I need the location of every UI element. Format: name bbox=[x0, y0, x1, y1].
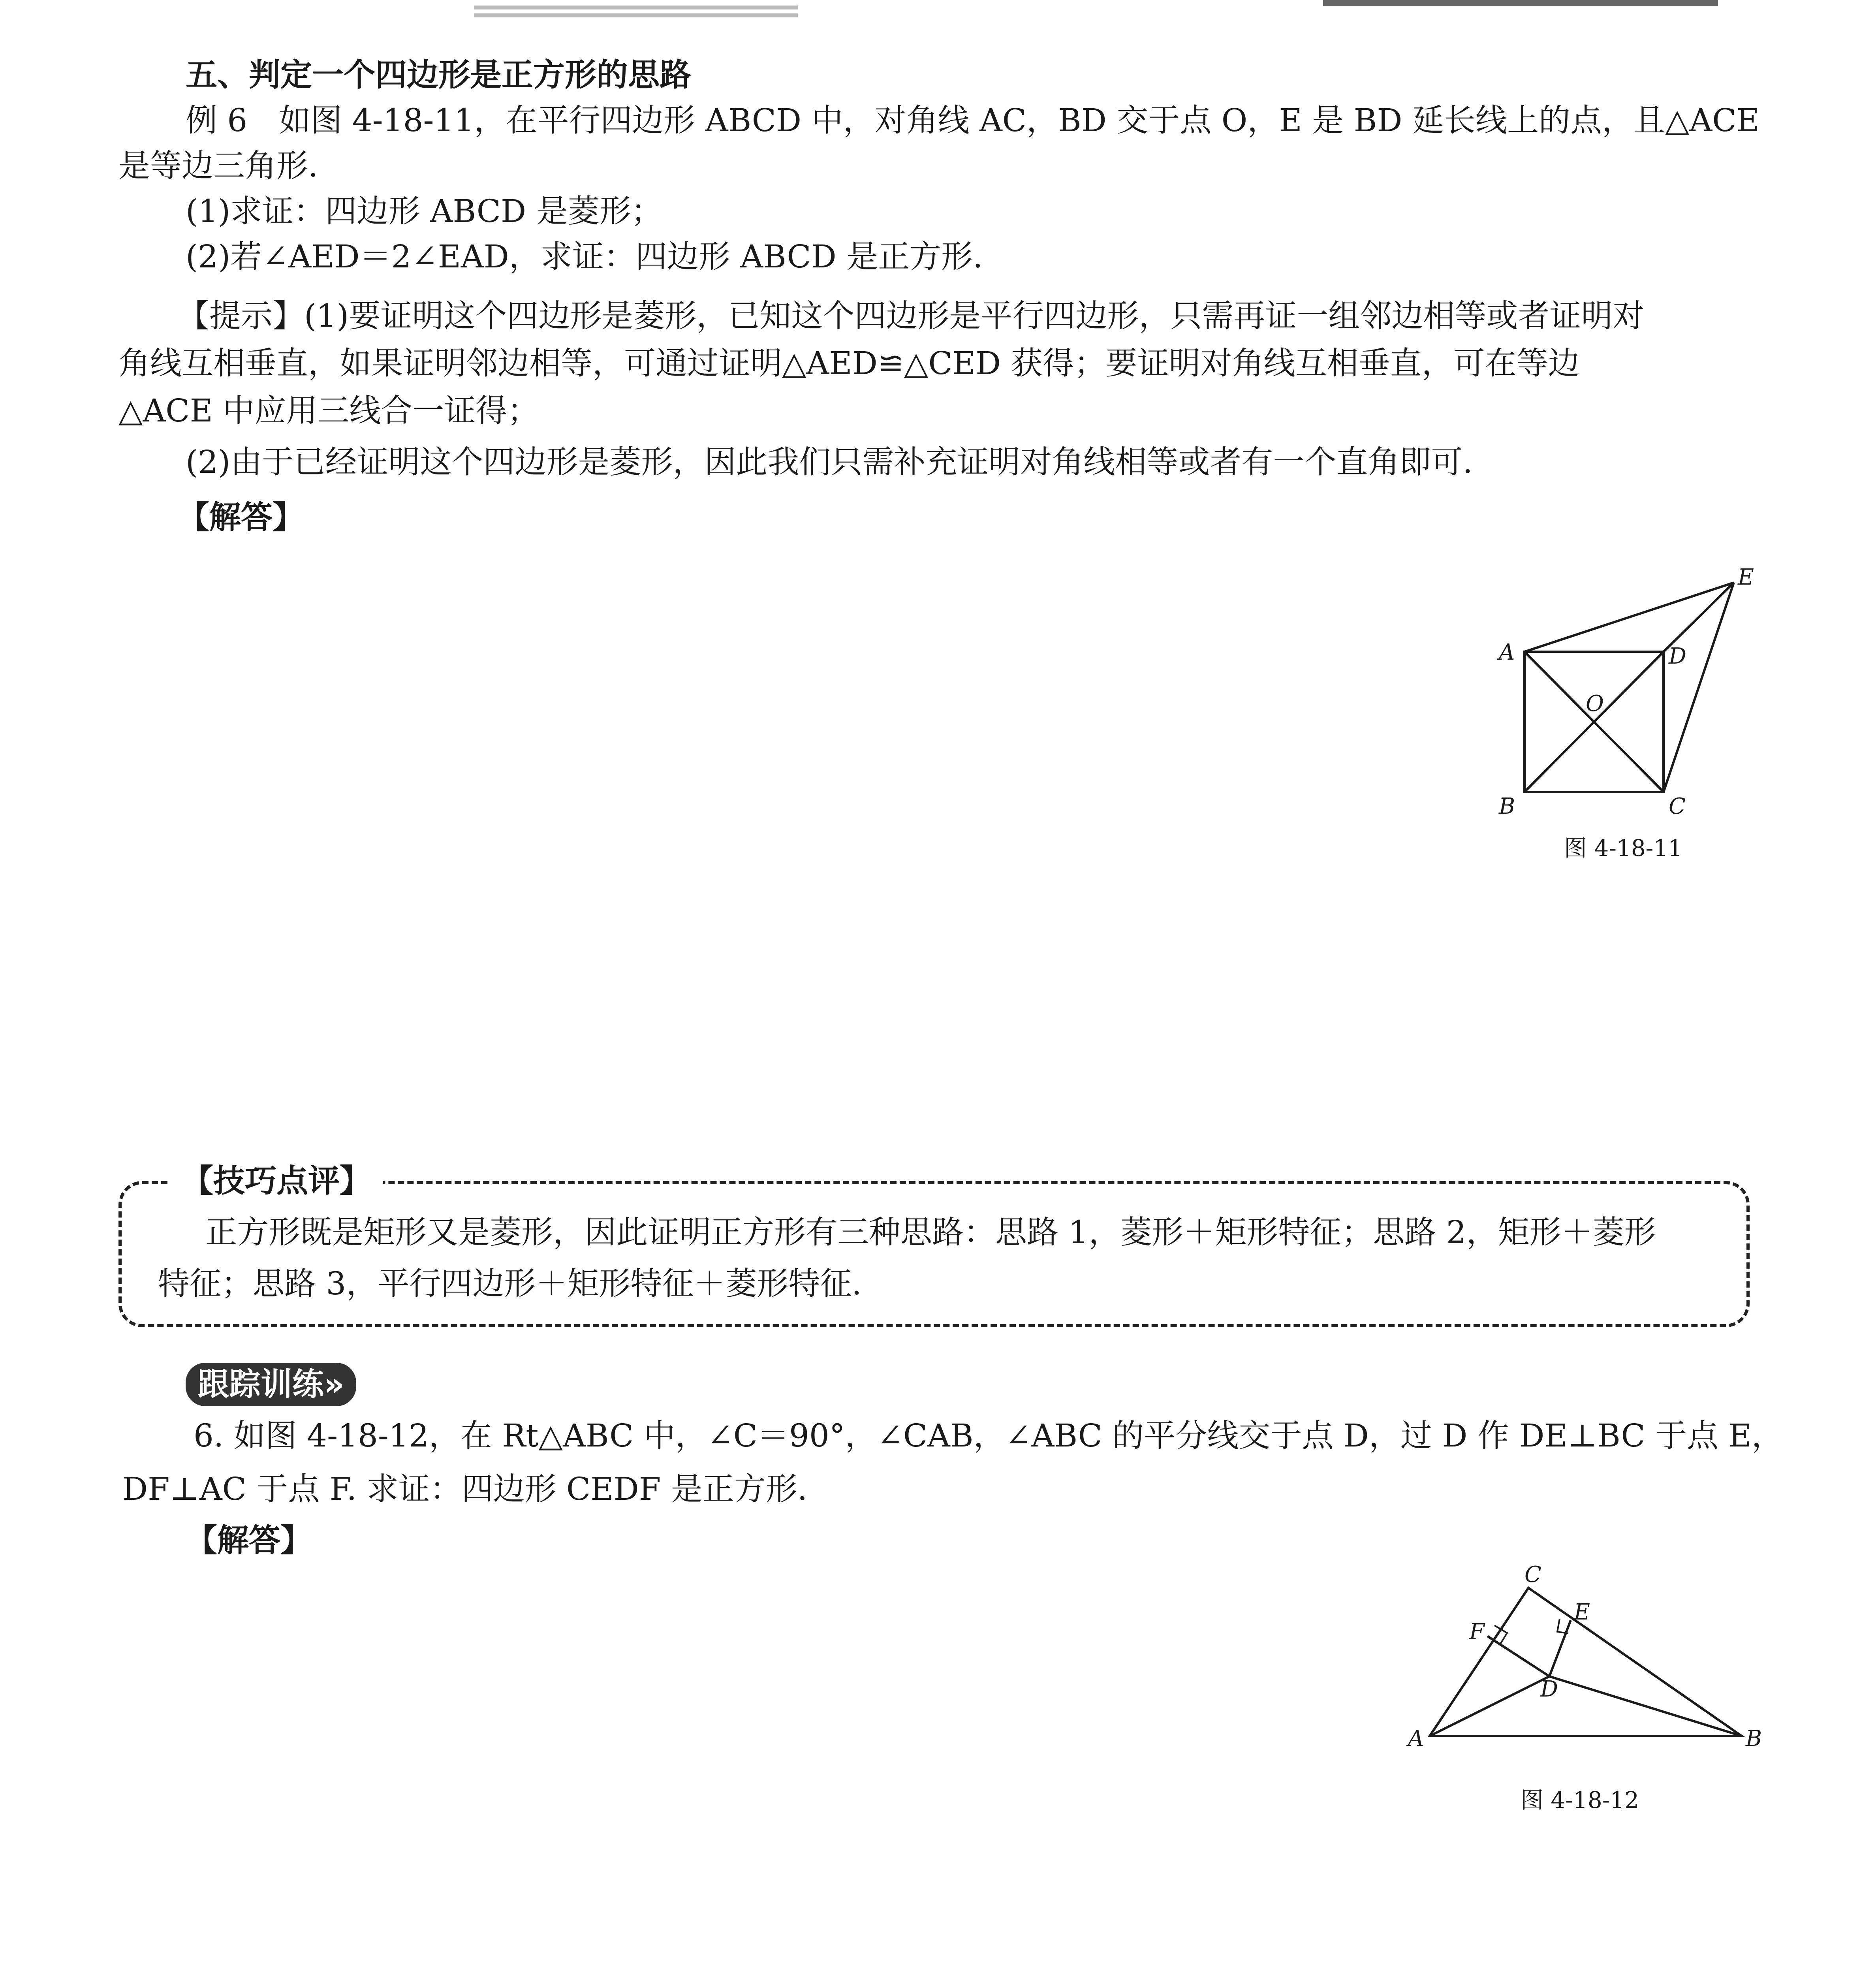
tips-title: 【技巧点评】 bbox=[170, 1161, 383, 1201]
point-o: O bbox=[1586, 691, 1604, 717]
example-line-1: 例 6 如图 4-18-11，在平行四边形 ABCD 中，对角线 AC，BD 交于点 O，E 是 BD 延长线上的点，且△ACE bbox=[186, 102, 1759, 139]
figure-caption-1: 图 4-18-11 bbox=[1564, 835, 1683, 861]
point-c: C bbox=[1669, 794, 1686, 819]
header-decoration bbox=[0, 0, 1876, 28]
point-d2: D bbox=[1540, 1676, 1558, 1702]
point-b2: B bbox=[1746, 1726, 1762, 1751]
point-b: B bbox=[1499, 794, 1515, 819]
tips-line-1: 正方形既是矩形又是菱形，因此证明正方形有三种思路：思路 1，菱形＋矩形特征；思路 2，矩形＋菱形 bbox=[205, 1214, 1656, 1251]
example-line-2: 是等边三角形. bbox=[118, 147, 318, 184]
practice-line-1: 6. 如图 4-18-12，在 Rt△ABC 中，∠C＝90°，∠CAB，∠ABC 的平分线交于点 D，过 D 作 DE⊥BC 于点 E， bbox=[194, 1417, 1783, 1454]
answer-label-2: 【解答】 bbox=[186, 1522, 312, 1559]
question-1: (1)求证：四边形 ABCD 是菱形； bbox=[186, 193, 663, 229]
hint-line-4: (2)由于已经证明这个四边形是菱形，因此我们只需补充证明对角线相等或者有一个直角即可. bbox=[186, 444, 1473, 480]
point-a: A bbox=[1499, 640, 1515, 665]
figure-caption-2: 图 4-18-12 bbox=[1521, 1787, 1639, 1813]
tips-line-2: 特征；思路 3，平行四边形＋矩形特征＋菱形特征. bbox=[158, 1265, 862, 1302]
point-e: E bbox=[1738, 564, 1754, 590]
figure-4-18-11 bbox=[1461, 533, 1777, 841]
hint-line-1: 【提示】(1)要证明这个四边形是菱形，已知这个四边形是平行四边形，只需再证一组邻边相等或者证明对 bbox=[178, 297, 1645, 334]
segment-df bbox=[1487, 1636, 1549, 1676]
point-d: D bbox=[1669, 643, 1686, 669]
point-f2: F bbox=[1469, 1619, 1485, 1645]
figure-4-18-12 bbox=[1394, 1560, 1781, 1758]
answer-label-1: 【解答】 bbox=[178, 499, 304, 536]
segment-ae bbox=[1524, 583, 1734, 652]
point-e2: E bbox=[1574, 1599, 1590, 1625]
hint-line-3: △ACE 中应用三线合一证得； bbox=[118, 392, 539, 429]
section-title: 五、判定一个四边形是正方形的思路 bbox=[186, 56, 691, 93]
practice-badge: 跟踪训练» bbox=[186, 1363, 356, 1406]
bisector-ad bbox=[1430, 1676, 1549, 1736]
bisector-bd bbox=[1549, 1676, 1742, 1736]
practice-line-2: DF⊥AC 于点 F. 求证：四边形 CEDF 是正方形. bbox=[122, 1471, 808, 1507]
point-c2: C bbox=[1524, 1562, 1541, 1588]
question-2: (2)若∠AED＝2∠EAD，求证：四边形 ABCD 是正方形. bbox=[186, 238, 983, 275]
segment-de bbox=[1549, 1620, 1571, 1676]
point-a2: A bbox=[1408, 1726, 1424, 1751]
segment-ce bbox=[1664, 583, 1734, 792]
hint-line-2: 角线互相垂直，如果证明邻边相等，可通过证明△AED≌△CED 获得；要证明对角线互相垂直，可在等边 bbox=[118, 345, 1580, 382]
